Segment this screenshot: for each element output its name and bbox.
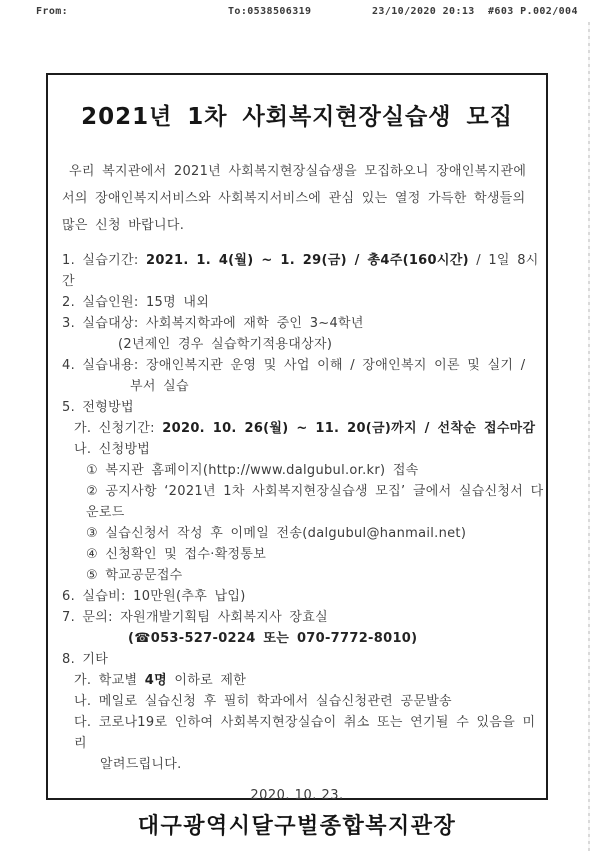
intro-paragraph [62, 158, 530, 239]
item-practice-period [62, 250, 546, 292]
item-contact: 7. 문의: 자원개발기획팀 사회복지사 장효실 [62, 610, 328, 625]
application-step-3: ③ 실습신청서 작성 후 이메일 전송(dalgubul@hanmail.net) [86, 526, 467, 541]
fax-page-number: #603 P.002/004 [488, 6, 578, 17]
etc-official-letter: 나. 메일로 실습신청 후 필히 학과에서 실습신청관련 공문발송 [74, 694, 452, 709]
notice-body [48, 250, 546, 775]
fax-to-number: To:0538506319 [228, 6, 312, 17]
item-practice-fee: 6. 실습비: 10만원(추후 납입) [62, 589, 246, 604]
etc-school-limit [74, 670, 546, 691]
application-step-4: ④ 신청확인 및 접수·확정통보 [86, 547, 267, 562]
item-practice-target-note: (2년제인 경우 실습학기적용대상자) [118, 337, 333, 352]
item-1-prefix: 1. 실습기간: [62, 253, 146, 268]
etc-limit-count: 4명 [144, 673, 167, 688]
item-1-dates: 2021. 1. 4(월) ~ 1. 29(금) / 총4주(160시간) [145, 253, 469, 268]
notice-title: 2021년 1차 사회복지현장실습생 모집 [81, 104, 513, 130]
application-step-5: ⑤ 학교공문접수 [86, 568, 183, 583]
item-practice-content-cont: 부서 실습 [130, 379, 189, 394]
item-etc: 8. 기타 [62, 652, 109, 667]
intro-line: 서의 장애인복지서비스와 사회복지서비스에 관심 있는 열정 가득한 학생들의 [62, 191, 526, 206]
scan-artifact-line [588, 22, 590, 851]
contact-phone-numbers: (☎053-527-0224 또는 070-7772-8010) [128, 631, 418, 646]
fax-from-label: From: [36, 6, 69, 17]
item-practice-target: 3. 실습대상: 사회복지학과에 재학 중인 3~4학년 [62, 316, 364, 331]
item-practice-content: 4. 실습내용: 장애인복지관 운영 및 사업 이해 / 장애인복지 이론 및 실기 / [62, 358, 526, 373]
item-application-period [74, 418, 546, 439]
application-step-2: ② 공지사항 ‘2021년 1차 사회복지현장실습생 모집’ 글에서 실습신청서 다운로드 [86, 484, 544, 520]
application-period-dates: 2020. 10. 26(월) ~ 11. 20(금)까지 / 선착순 접수마감 [162, 421, 536, 436]
notice-date: 2020. 10. 23. [250, 788, 344, 803]
application-period-prefix: 가. 신청기간: [74, 421, 163, 436]
fax-transmission-header [0, 6, 610, 22]
application-step-1: ① 복지관 홈페이지(http://www.dalgubul.or.kr) 접속 [86, 463, 419, 478]
etc-covid-notice-cont: 알려드립니다. [100, 757, 182, 772]
etc-covid-notice: 다. 코로나19로 인하여 사회복지현장실습이 취소 또는 연기될 수 있음을 미리 [74, 715, 536, 751]
issuer-signature: 대구광역시달구벌종합복지관장 [137, 814, 457, 839]
etc-limit-suffix: 이하로 제한 [166, 673, 247, 688]
etc-limit-prefix: 가. 학교별 [74, 673, 145, 688]
item-application-method: 나. 신청방법 [74, 442, 151, 457]
item-selection-method: 5. 전형방법 [62, 400, 134, 415]
intro-line: 우리 복지관에서 2021년 사회복지현장실습생을 모집하오니 장애인복지관에 [69, 164, 527, 179]
item-practice-headcount: 2. 실습인원: 15명 내외 [62, 295, 210, 310]
intro-line: 많은 신청 바랍니다. [62, 218, 185, 233]
item-1-suffix: / 1일 8시간 [62, 253, 539, 289]
fax-datetime: 23/10/2020 20:13 [372, 6, 475, 17]
notice-frame [46, 73, 548, 839]
